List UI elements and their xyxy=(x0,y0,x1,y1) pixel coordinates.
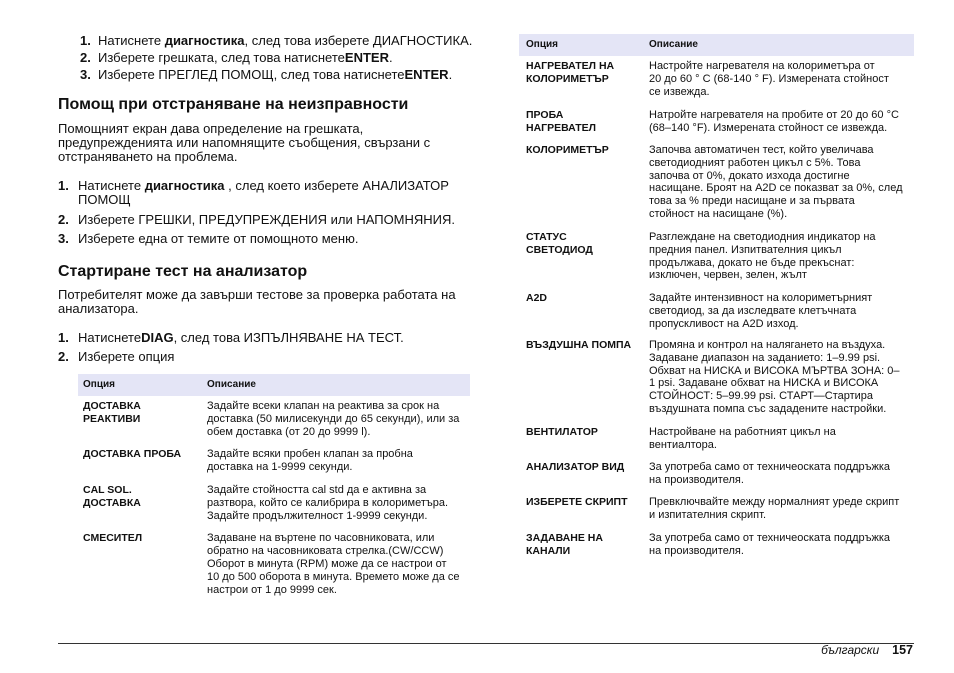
option-name: КОЛОРИМЕТЪР xyxy=(526,144,609,156)
option-name: АНАЛИЗАТОР ВИД xyxy=(526,461,625,473)
step-number: 3. xyxy=(80,67,91,82)
step-text: Изберете опция xyxy=(78,349,175,364)
option-description: Настройване на работният цикъл на вентиалтора. xyxy=(649,426,836,451)
option-description: Задайте стойността cal std да е активна за разтвора, който се калибрира в колориметъра. Задайте продължителност 1-9999 секунди. xyxy=(207,484,449,522)
step-number: 1. xyxy=(58,178,69,193)
options-table xyxy=(78,374,470,614)
analyzer-test-heading: Стартиране тест на анализатор xyxy=(58,263,308,280)
option-description: За употреба само от техничеоската поддръжка на производителя. xyxy=(649,532,891,557)
step-text-post: . xyxy=(448,67,453,82)
step-text xyxy=(98,67,452,82)
option-description: Промяна и контрол на налягането на въздуха. Задаване диапазон на заданието: 1–9.99 psi. Обхват на НИСКА и ВИСОКА МЪРТВА ЗОНА: 0– 1 psi. Задаване обхват на НИСКА и ВИСОКА СТОЙНОСТ: 5–99.99 psi. СТАРТ—Стартира въздушната помпа със зададените настройки. xyxy=(649,339,900,415)
option-description: Задайте всеки клапан на реактива за срок на доставка (50 милисекунди до 65 секунди), или за обем доставка (от 20 до 9999 l). xyxy=(207,400,460,438)
footer-language: български xyxy=(821,643,880,657)
option-name: ВЪЗДУШНА ПОМПА xyxy=(526,339,632,351)
step-number: 3. xyxy=(58,231,69,246)
option-description: Превключвайте между нормалният уреде скрипт и изпитателния скрипт. xyxy=(649,496,900,521)
step-text-pre: Натиснете xyxy=(78,330,142,345)
table-header xyxy=(78,374,470,396)
step-text xyxy=(78,179,449,207)
option-name: ДОСТАВКА ПРОБА xyxy=(83,448,182,460)
option-name: ПРОБА НАГРЕВАТЕЛ xyxy=(526,109,597,134)
step-text: Изберете ГРЕШКИ, ПРЕДУПРЕЖДЕНИЯ или НАПОМНЯНИЯ. xyxy=(78,212,456,227)
option-description: Разглеждане на светодиодния индикатор на предния панел. Изпитвателния цикъл продължава, докато не бъде прекъснат: изключен, червен, зелен, жълт xyxy=(649,231,876,282)
step-text-key: диагностика xyxy=(144,178,225,193)
step-text-pre: Натиснете xyxy=(98,33,165,48)
option-description: Задайте интензивност на колориметърният светодиод, за да изследвате клетъчната пропускливост на A2D изход. xyxy=(649,292,873,330)
option-name: СМЕСИТЕЛ xyxy=(83,532,143,544)
option-name: СТАТУС СВЕТОДИОД xyxy=(526,231,593,256)
option-description: Задаване на въртене по часовниковата, или обратно на часовниковата стрелка.(CW/CCW) Оборот в минута (RPM) може да се настрои от 10 до 500 оборота в минута. Времето може да се настрои от 1 до 9999 сек. xyxy=(207,532,460,596)
option-description: Настройте нагревателя на колориметъра от 20 до 60 ° C (68-140 ° F). Измерената стойност се извежда. xyxy=(649,60,889,98)
analyzer-test-paragraph: Потребителят може да завърши тестове за проверка работата на анализатора. xyxy=(58,287,456,316)
step-text-post: , след това ИЗПЪЛНЯВАНЕ НА ТЕСТ. xyxy=(173,330,404,345)
step-number: 2. xyxy=(58,212,69,227)
step-text-post: , след което изберете АНАЛИЗАТОР ПОМОЩ xyxy=(78,178,449,207)
option-name: ИЗБЕРЕТЕ СКРИПТ xyxy=(526,496,628,508)
column-header-option: Опция xyxy=(83,379,115,390)
step-text: Изберете една от темите от помощното меню. xyxy=(78,231,359,246)
options-table-continued xyxy=(519,34,914,574)
option-name: ВЕНТИЛАТОР xyxy=(526,426,598,438)
table-header xyxy=(519,34,914,56)
option-name: НАГРЕВАТЕЛ НА КОЛОРИМЕТЪР xyxy=(526,60,615,85)
step-text-post: . xyxy=(388,50,393,65)
step-text-key: DIAG xyxy=(141,330,174,345)
option-description: Започва автоматичен тест, който увеличава светодиодният работен цикъл с 5%. Това започва от 0%, докато изхода достигне насищане. Броят на A2D се показват за 0%, след това за % преди насищане и за първата стойност на насищане (%). xyxy=(649,144,903,220)
step-number: 1. xyxy=(80,33,91,48)
step-number: 2. xyxy=(80,50,91,65)
page-footer xyxy=(821,643,913,658)
step-number: 1. xyxy=(58,330,69,345)
step-text xyxy=(78,331,404,345)
troubleshooting-paragraph: Помощният екран дава определение на грешката, предупрежденията или напомнящите съобщения, свързани с отстраняването на проблема. xyxy=(58,121,431,164)
option-name: ДОСТАВКА РЕАКТИВИ xyxy=(83,400,141,425)
troubleshooting-heading: Помощ при отстраняване на неизправности xyxy=(58,96,409,113)
step-number: 2. xyxy=(58,349,69,364)
step-text-post: , след това изберете ДИАГНОСТИКА. xyxy=(244,33,473,48)
step-text-pre: Натиснете xyxy=(78,178,145,193)
column-header-description: Описание xyxy=(649,39,698,50)
option-description: За употреба само от техничеоската поддръжка на производителя. xyxy=(649,461,891,486)
step-text xyxy=(98,33,472,48)
footer-rule xyxy=(58,643,914,644)
column-header-description: Описание xyxy=(207,379,256,390)
step-text-key: ENTER xyxy=(344,50,389,65)
page-number: 157 xyxy=(892,643,913,657)
step-text-pre: Изберете ПРЕГЛЕД ПОМОЩ, след това натиснете xyxy=(98,67,405,82)
step-text-pre: Изберете грешката, след това натиснете xyxy=(98,50,345,65)
step-text-key: диагностика xyxy=(164,33,245,48)
option-description: Задайте всяки пробен клапан за пробна доставка на 1-9999 секунди. xyxy=(207,448,413,473)
option-name: A2D xyxy=(526,292,548,304)
column-header-option: Опция xyxy=(526,39,558,50)
option-description: Натройте нагревателя на пробите от 20 до 60 °C (68–140 °F). Измерената стойност се извежда. xyxy=(649,109,899,134)
option-name: ЗАДАВАНЕ НА КАНАЛИ xyxy=(526,532,603,557)
option-name: CAL SOL. ДОСТАВКА xyxy=(83,484,141,509)
step-text-key: ENTER xyxy=(404,67,449,82)
step-text xyxy=(98,50,393,65)
